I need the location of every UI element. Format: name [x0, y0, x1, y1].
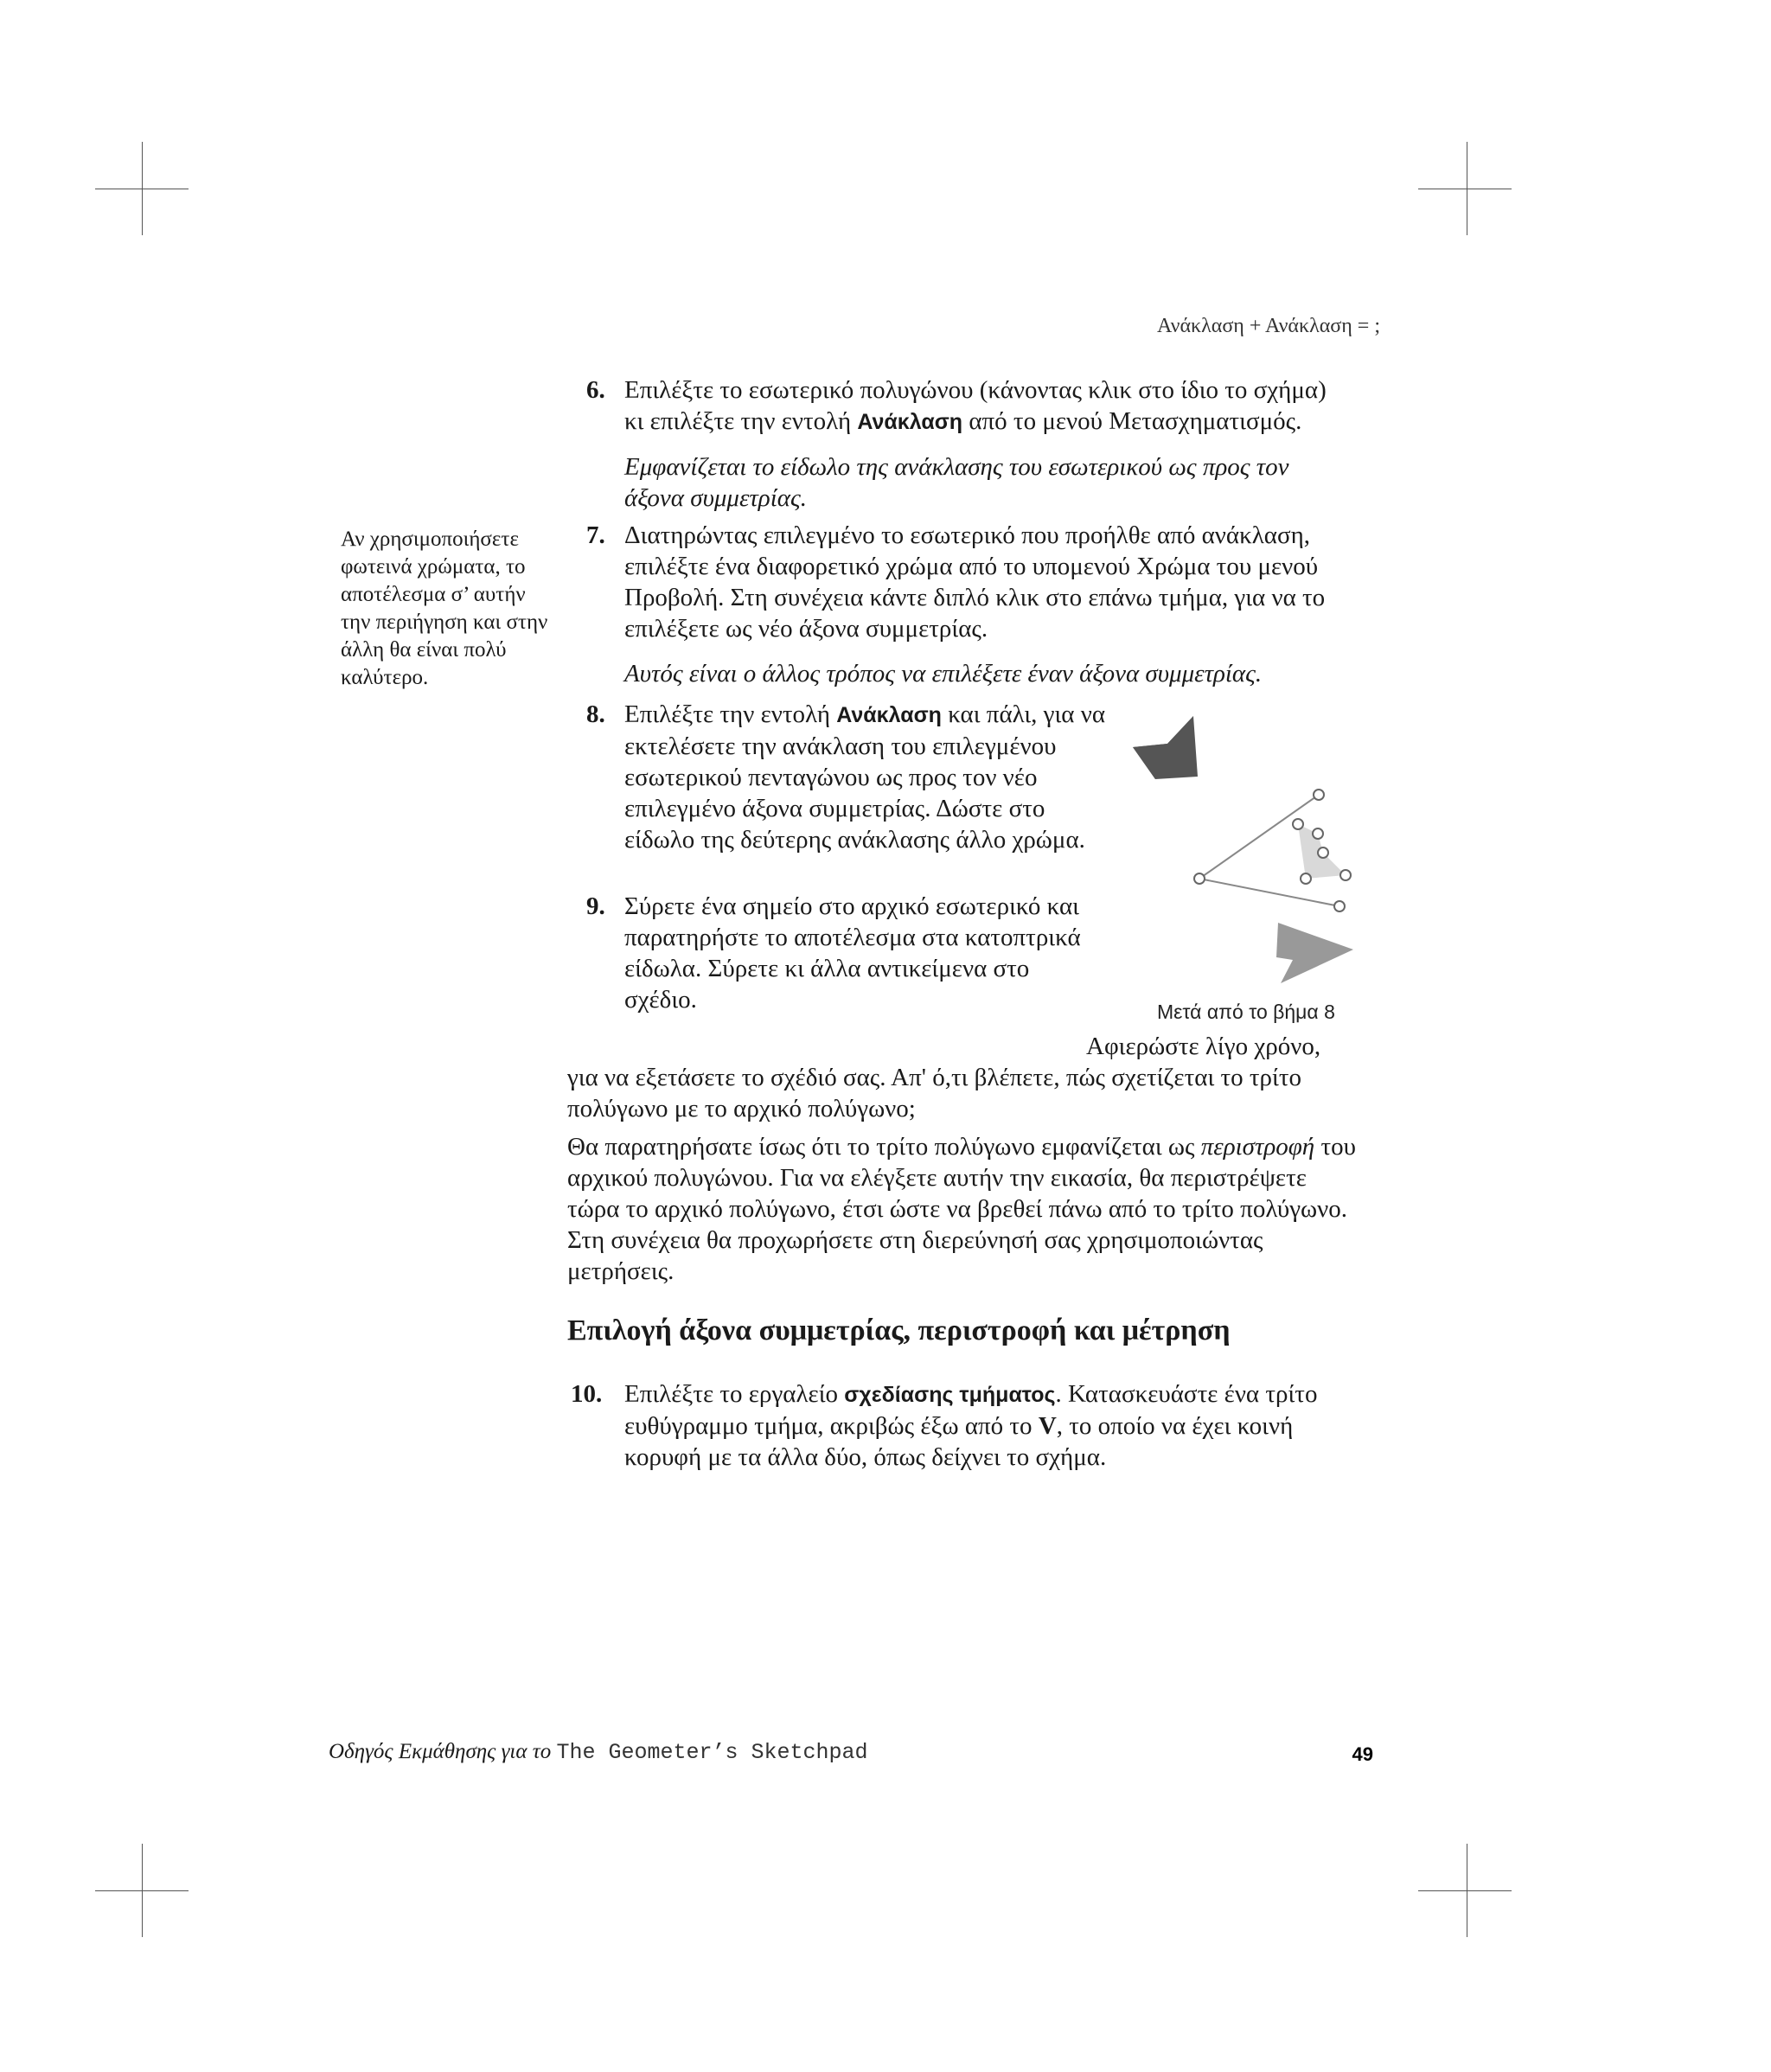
step-text: Διατηρώντας επιλεγμένο το εσωτερικό που προήλθε από ανάκλαση, επιλέξτε ένα διαφορετικό χρώμα από το υπομενού Χρώμα του μενού Προβολή. Στη συνέχεια κάντε διπλό κλικ στο επάνω τμήμα, για να το επιλέξετε ως νέο άξονα συμμετρίας. [624, 521, 1326, 643]
step-6 [586, 374, 1382, 514]
step-number: 7. [586, 521, 605, 549]
step-text: . Κατασκευάστε ένα τρίτο ευθύγραμμο τμήμα, ακριβώς έξω από το [624, 1380, 1318, 1440]
step-note: Εμφανίζεται το είδωλο της ανάκλασης του εσωτερικού ως προς τον άξονα συμμετρίας. [624, 453, 1289, 512]
step-text: κι επιλέξτε την εντολή [624, 407, 852, 435]
second-reflection [1276, 923, 1353, 983]
paragraph [567, 1031, 1363, 1124]
step-text: και πάλι, για να εκτελέσετε την ανάκλαση του επιλεγμένου εσωτερικού πενταγώνου ως προς τον νέο επιλεγμένο άξονα συμμετρίας. Δώστε στο είδωλο της δεύτερης ανάκλασης άλλο χρώμα. [624, 700, 1106, 854]
emphasis: περιστροφή [1200, 1133, 1315, 1161]
step-number: 6. [586, 376, 605, 404]
vertex-point [1301, 873, 1311, 884]
step-7 [586, 520, 1382, 689]
page-number: 49 [1352, 1743, 1373, 1765]
step-text: από το μενού Μετασχηματισμός. [969, 407, 1302, 435]
step-8 [586, 699, 1114, 855]
running-head: Ανάκλαση + Ανάκλαση = ; [1157, 315, 1380, 337]
step-text-line [624, 406, 1382, 438]
vertex-point [1318, 847, 1328, 858]
footer-title-italic: Οδηγός Εκμάθησης για το [329, 1740, 552, 1763]
paragraph-text: του αρχικού πολυγώνου. Για να ελέγξετε αυτήν την εικασία, θα περιστρέψετε τώρα το αρχικό πολύγωνο, έτσι ώστε να βρεθεί πάνω από το τρίτο πολύγωνο. Στη συνέχεια θα προχωρήσετε στη διερεύνησή σας χρησιμοποιώντας μετρήσεις. [567, 1133, 1356, 1285]
command-name: Ανάκλαση [857, 410, 963, 434]
step-text: Επιλέξτε το εργαλείο [624, 1380, 839, 1408]
step-text-line: Επιλέξτε το εσωτερικό πολυγώνου (κάνοντας κλικ στο ίδιο το σχήμα) [624, 376, 1327, 404]
step-text: , το οποίο να έχει κοινή κορυφή με τα άλλα δύο, όπως δείχνει το σχήμα. [624, 1412, 1294, 1471]
step-number: 8. [586, 700, 605, 728]
original-pentagon [1133, 716, 1198, 779]
crop-mark [142, 1844, 143, 1937]
vertex-point [1314, 790, 1324, 800]
section-heading: Επιλογή άξονα συμμετρίας, περιστροφή και μέτρηση [567, 1314, 1231, 1346]
vertex-point [1194, 873, 1205, 884]
crop-mark [142, 142, 143, 235]
figure-caption: Μετά από το βήμα 8 [1157, 1001, 1335, 1023]
vertex-point [1340, 870, 1351, 880]
step-note: Αυτός είναι ο άλλος τρόπος να επιλέξετε έναν άξονα συμμετρίας. [624, 660, 1263, 687]
vertex-point [1334, 901, 1345, 911]
mirror-line [1199, 879, 1339, 906]
paragraph-text: Αφιερώστε λίγο χρόνο, για να εξετάσετε το σχέδιό σας. Απ' ό,τι βλέπετε, πώς σχετίζεται το τρίτο πολύγωνο με το αρχικό πολύγωνο; [567, 1033, 1321, 1122]
footer-title-product: The Geometer’s Sketchpad [556, 1740, 868, 1765]
vertex-point [1313, 828, 1323, 839]
crop-mark [1418, 1890, 1512, 1891]
sidenote: Αν χρησιμοποιήσετε φωτεινά χρώματα, το αποτέλεσμα σ’ αυτήν την περιήγηση και στην άλλη θα είναι πολύ καλύτερο. [341, 528, 548, 689]
vertex-point [1293, 819, 1303, 829]
paragraph [567, 1131, 1363, 1287]
tool-name: σχεδίασης τμήματος [844, 1383, 1056, 1407]
step-9 [586, 891, 1088, 1015]
command-name: Ανάκλαση [836, 703, 942, 727]
step-10 [571, 1378, 1349, 1473]
step-number: 10. [571, 1380, 603, 1408]
step-number: 9. [586, 892, 605, 920]
vertex-label: V [1038, 1412, 1057, 1440]
paragraph-text: Θα παρατηρήσατε ίσως ότι το τρίτο πολύγωνο εμφανίζεται ως [567, 1133, 1195, 1161]
step-text: Επιλέξτε την εντολή [624, 700, 831, 728]
reflection-figure [1124, 705, 1375, 1025]
step-text: Σύρετε ένα σημείο στο αρχικό εσωτερικό και παρατηρήστε το αποτέλεσμα στα κατοπτρικά είδωλα. Σύρετε κι άλλα αντικείμενα στο σχέδιο. [624, 892, 1081, 1014]
footer-title [329, 1740, 868, 1765]
